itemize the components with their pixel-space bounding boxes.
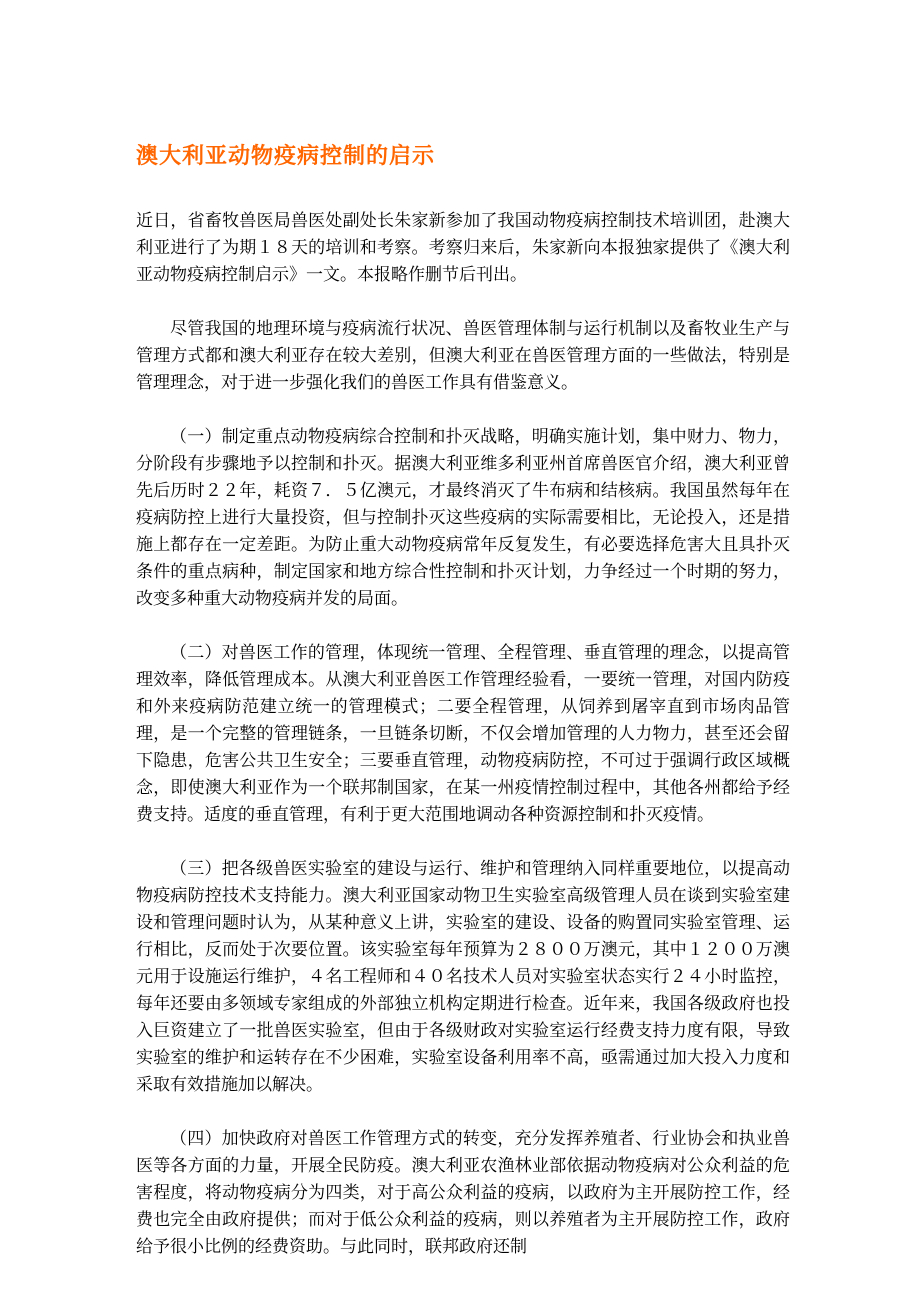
- document-title: 澳大利亚动物疫病控制的启示: [136, 143, 436, 168]
- paragraph: （四）加快政府对兽医工作管理方式的转变，充分发挥养殖者、行业协会和执业兽医等各方面的力量，开展全民防疫。澳大利亚农渔林业部依据动物疫病对公众利益的危害程度，将动物疫病分为四类，对于高公众利益的疫病，以政府为主开展防控工作，经费也完全由政府提供；而对于低公众利益的疫病，则以养殖者为主开展防控工作，政府给予很小比例的经费资助。与此同时，联邦政府还制: [136, 1129, 790, 1256]
- paragraph: 尽管我国的地理环境与疫病流行状况、兽医管理体制与运行机制以及畜牧业生产与管理方式都和澳大利亚存在较大差别，但澳大利亚在兽医管理方面的一些做法，特别是管理理念，对于进一步强化我们的兽医工作具有借鉴意义。: [136, 319, 790, 392]
- paragraph: （二）对兽医工作的管理，体现统一管理、全程管理、垂直管理的理念，以提高管理效率，降低管理成本。从澳大利亚兽医工作管理经验看，一要统一管理，对国内防疫和外来疫病防范建立统一的管理模式；二要全程管理，从饲养到屠宰直到市场肉品管理，是一个完整的管理链条，一旦链条切断，不仅会增加管理的人力物力，甚至还会留下隐患，危害公共卫生安全；三要垂直管理，动物疫病防控，不可过于强调行政区域概念，即使澳大利亚作为一个联邦制国家，在某一州疫情控制过程中，其他各州都给予经费支持。适度的垂直管理，有利于更大范围地调动各种资源控制和扑灭疫情。: [136, 643, 790, 824]
- paragraph: （三）把各级兽医实验室的建设与运行、维护和管理纳入同样重要地位，以提高动物疫病防控技术支持能力。澳大利亚国家动物卫生实验室高级管理人员在谈到实验室建设和管理问题时认为，从某种意义上讲，实验室的建设、设备的购置同实验室管理、运行相比，反而处于次要位置。该实验室每年预算为２８００万澳元，其中１２００万澳元用于设施运行维护，４名工程师和４０名技术人员对实验室状态实行２４小时监控，每年还要由多领域专家组成的外部独立机构定期进行检查。近年来，我国各级政府也投入巨资建立了一批兽医实验室，但由于各级财政对实验室运行经费支持力度有限，导致实验室的维护和运转存在不少困难，实验室设备利用率不高，亟需通过加大投入力度和采取有效措施加以解决。: [136, 859, 790, 1094]
- paragraph: （一）制定重点动物疫病综合控制和扑灭战略，明确实施计划，集中财力、物力，分阶段有步骤地予以控制和扑灭。据澳大利亚维多利亚州首席兽医官介绍，澳大利亚曾先后历时２２年，耗资７．５亿澳元，才最终消灭了牛布病和结核病。我国虽然每年在疫病防控上进行大量投资，但与控制扑灭这些疫病的实际需要相比，无论投入，还是措施上都存在一定差距。为防止重大动物疫病常年反复发生，有必要选择危害大且具扑灭条件的重点病种，制定国家和地方综合性控制和扑灭计划，力争经过一个时期的努力，改变多种重大动物疫病并发的局面。: [136, 427, 790, 608]
- paragraph: 近日，省畜牧兽医局兽医处副处长朱家新参加了我国动物疫病控制技术培训团，赴澳大利亚进行了为期１８天的培训和考察。考察归来后，朱家新向本报独家提供了《澳大利亚动物疫病控制启示》一文。本报略作删节后刊出。: [136, 211, 790, 284]
